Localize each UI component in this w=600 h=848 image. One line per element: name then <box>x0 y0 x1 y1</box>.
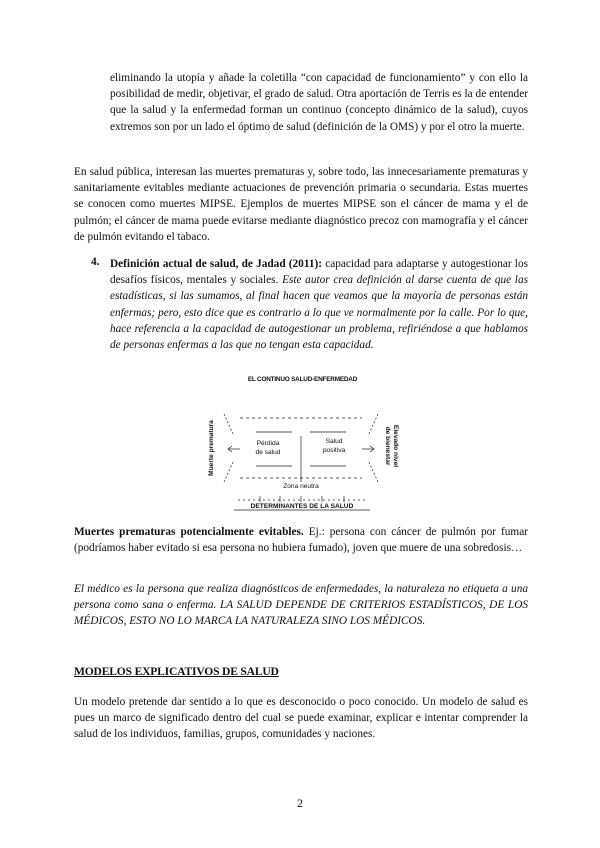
figure-title: EL CONTINUO SALUD-ENFERMEDAD <box>247 376 358 383</box>
salud-label-2: positiva <box>322 447 346 454</box>
heading-modelos: MODELOS EXPLICATIVOS DE SALUD <box>74 665 279 678</box>
continuum-figure <box>200 376 405 516</box>
perdida-label-1: Pérdida <box>256 440 280 447</box>
perdida-label-2: de salud <box>255 449 281 456</box>
wedge-lines <box>224 414 378 510</box>
paragraph-modelo: Un modelo pretende dar sentido a lo que es desconocido o poco conocido. Un modelo de salud es pues un marco de significado dentro del cual se puede examinar, explicar e intentar comprender la salud de los individuos, familias, grupos, comunidades y naciones. <box>74 696 528 741</box>
page-number: 2 <box>297 796 303 810</box>
left-label: Muerte prematura <box>208 420 215 476</box>
right-label-2: de bienestar <box>384 426 391 466</box>
zona-neutra-label: Zona neutra <box>283 483 319 490</box>
continuum-diagram <box>200 386 405 516</box>
paragraph-jadad <box>110 256 528 353</box>
jadad-text: capacidad para adaptarse y autogestionar los desafíos físicos, mentales y sociales. <box>110 258 528 287</box>
paragraph-medico: El médico es la persona que realiza diagnósticos de enfermedades, la naturaleza no etiqueta a una persona como sana o enferma. LA SALUD DEPENDE DE CRITERIOS ESTADÍSTICOS, DE LOS MÉDICOS, ESTO NO LO MARCA LA NATURALEZA SINO LOS MÉDICOS. <box>74 583 528 628</box>
list-number: 4. <box>91 256 100 268</box>
jadad-italic: Este autor crea definición al darse cuenta de que las estadísticas, si las sumamos, al final hacen que veamos que la mayoría de personas están enfermas; pero, esto dice que es contrario a lo que ve normalmente por la calle. Por lo que, hace referencia a la capacidad de autogestionar un problema, refiriéndose a que hablamos de personas enfermas a las que no tengan esta capacidad. <box>110 274 528 352</box>
right-label-1: Elevado nivel <box>392 424 399 468</box>
jadad-title: Definición actual de salud, de Jadad (2011): <box>110 258 323 270</box>
muertes-title: Muertes prematuras potencialmente evitables. <box>74 526 304 538</box>
paragraph-salud-publica: En salud pública, interesan las muertes prematuras y, sobre todo, las innecesariamente prematuras y sanitariamente evitables mediante actuaciones de prevención primaria o secundaria. Estas muertes se conocen como muertes MIPSE. Ejemplos de muertes MIPSE son el cáncer de mama y el de pulmón; el cáncer de mama puede evitarse mediante diagnóstico precoz con mamografía y el cáncer de pulmón evitando el tabaco. <box>74 166 528 243</box>
determinantes-label: DETERMINANTES DE LA SALUD <box>250 503 354 510</box>
paragraph-terris: eliminando la utopía y añade la coletilla “con capacidad de funcionamiento” y con ello la posibilidad de medir, objetivar, el grado de salud. Otra aportación de Terris es la de entender que la salud y la enfermedad forman un continuo (concepto dinámico de la salud), cuyos extremos son por un lado el óptimo de salud (definición de la OMS) y por el otro la muerte. <box>110 72 528 133</box>
paragraph-muertes <box>74 524 528 556</box>
muertes-text: Ej.: persona con cáncer de pulmón por fumar (podríamos haber evitado si esa persona no hubiera fumado), joven que muere de una sobredosis… <box>74 526 528 555</box>
salud-label-1: Salud <box>325 438 343 445</box>
